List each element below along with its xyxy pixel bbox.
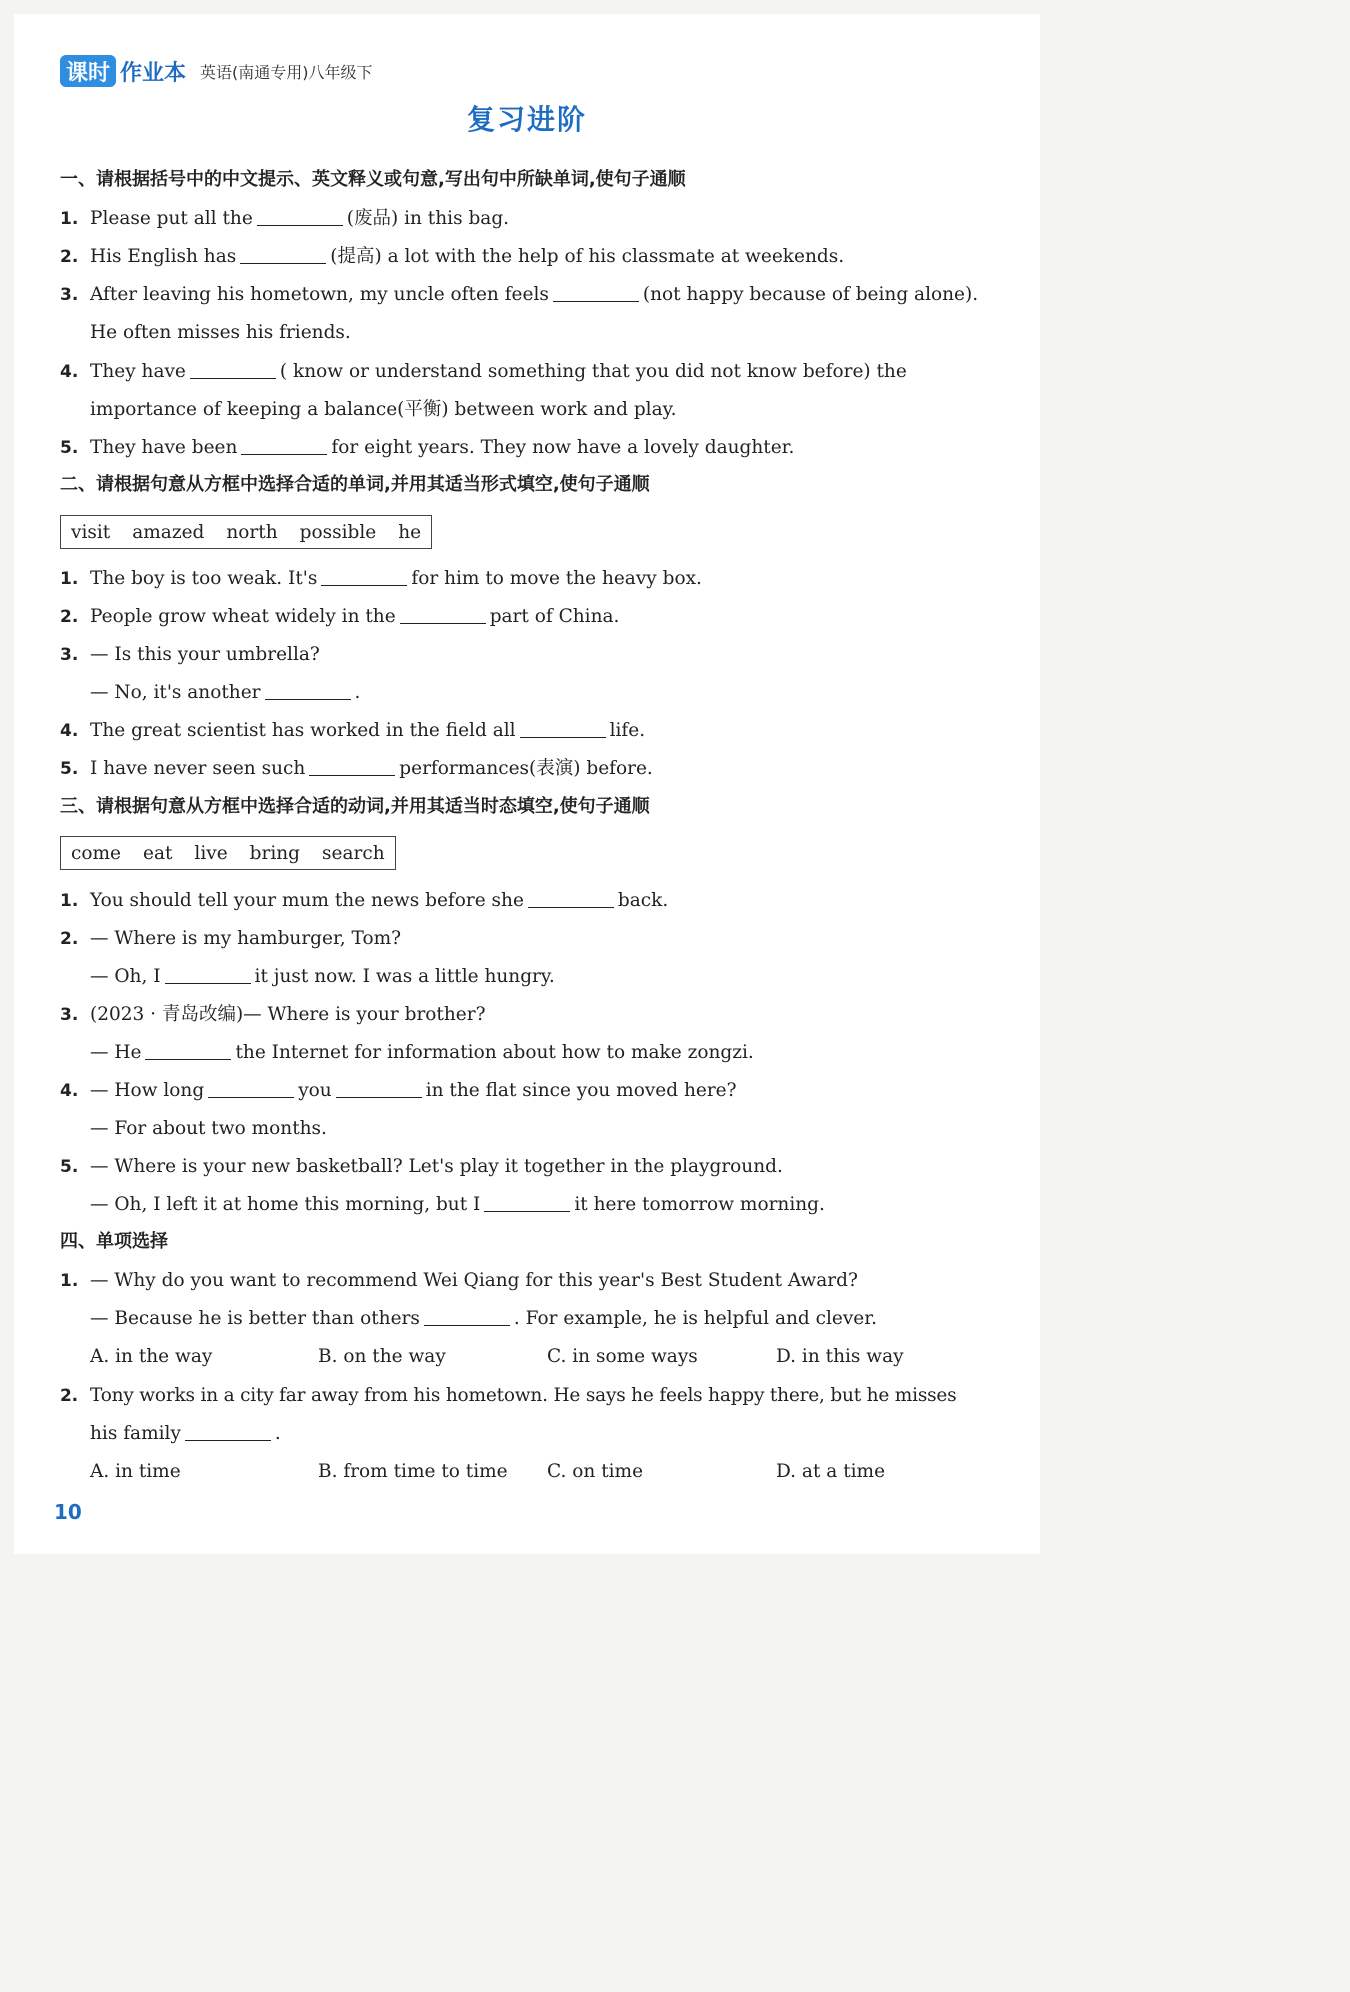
question-text: Tony works in a city far away from his hometown. He says he feels happy there, but he misses — [90, 1385, 957, 1406]
s1-q1 — [60, 206, 509, 232]
answer-blank[interactable] — [484, 1193, 570, 1212]
s4-q2 — [60, 1383, 956, 1409]
question-text: — Is this your umbrella? — [90, 644, 320, 665]
s2-q1 — [60, 566, 702, 592]
question-text: the Internet for information about how to make zongzi. — [235, 1042, 754, 1063]
question-text: (2023 · 青岛改编)— Where is your brother? — [90, 1004, 486, 1025]
word-option: amazed — [132, 521, 205, 543]
question-text: for him to move the heavy box. — [411, 568, 702, 589]
s4-q2-cont — [60, 1421, 281, 1447]
question-text: (not happy because of being alone). — [642, 284, 979, 305]
s3-q4 — [60, 1078, 737, 1104]
answer-blank[interactable] — [241, 436, 327, 455]
answer-blank[interactable] — [257, 207, 343, 226]
s2-q3-cont — [60, 680, 360, 706]
question-number: 3. — [60, 645, 79, 665]
question-text: Please put all the — [90, 208, 253, 229]
question-number: 3. — [60, 285, 79, 305]
question-text: The great scientist has worked in the field all — [90, 720, 516, 741]
answer-blank[interactable] — [424, 1307, 510, 1326]
question-text: in the flat since you moved here? — [425, 1080, 737, 1101]
s1-q3-cont: He often misses his friends. — [90, 322, 351, 343]
question-text: it here tomorrow morning. — [574, 1194, 825, 1215]
question-text: . — [354, 682, 361, 703]
answer-blank[interactable] — [185, 1422, 271, 1441]
question-text: You should tell your mum the news before she — [90, 890, 524, 911]
question-number: 3. — [60, 1005, 79, 1025]
word-option: visit — [71, 521, 111, 543]
s4-q1-cont — [60, 1306, 877, 1332]
s3-q5-cont — [60, 1192, 825, 1218]
choice-b[interactable]: B. from time to time — [318, 1461, 508, 1482]
question-text: They have — [90, 361, 186, 382]
question-text: — Why do you want to recommend Wei Qiang for this year's Best Student Award? — [90, 1270, 858, 1291]
question-text: life. — [609, 720, 646, 741]
question-text: . — [274, 1423, 281, 1444]
word-option: north — [226, 521, 278, 543]
word-box-2 — [60, 515, 432, 549]
book-logo-text: 作业本 — [120, 60, 187, 86]
question-number: 2. — [60, 607, 79, 627]
s2-q5 — [60, 756, 653, 782]
page-title: 复习进阶 — [466, 103, 587, 136]
question-text: They have been — [90, 437, 238, 458]
question-text: People grow wheat widely in the — [90, 606, 396, 627]
question-number: 2. — [60, 929, 79, 949]
choice-b[interactable]: B. on the way — [318, 1346, 446, 1367]
page-number: 10 — [54, 1500, 82, 1524]
answer-blank[interactable] — [528, 889, 614, 908]
s3-q1 — [60, 888, 668, 914]
book-logo: 课时 — [60, 55, 116, 87]
s3-q4-cont: — For about two months. — [90, 1118, 327, 1139]
question-text: — Oh, I — [90, 966, 161, 987]
question-number: 5. — [60, 759, 79, 779]
answer-blank[interactable] — [400, 605, 486, 624]
choice-d[interactable]: D. at a time — [776, 1461, 886, 1482]
answer-blank[interactable] — [265, 681, 351, 700]
question-number: 1. — [60, 891, 79, 911]
word-option: bring — [249, 842, 301, 864]
question-text: (提高) a lot with the help of his classmate at weekends. — [330, 246, 845, 267]
question-text: performances(表演) before. — [399, 758, 653, 779]
question-number: 4. — [60, 362, 79, 382]
question-number: 4. — [60, 1081, 79, 1101]
answer-blank[interactable] — [240, 245, 326, 264]
question-text: his family — [90, 1423, 181, 1444]
word-option: possible — [299, 521, 377, 543]
question-text: it just now. I was a little hungry. — [254, 966, 555, 987]
s1-q3 — [60, 282, 978, 308]
question-number: 1. — [60, 569, 79, 589]
question-number: 2. — [60, 247, 79, 267]
s2-q4 — [60, 718, 645, 744]
s3-q2 — [60, 926, 401, 952]
word-option: search — [322, 842, 385, 864]
answer-blank[interactable] — [309, 757, 395, 776]
question-text: back. — [617, 890, 669, 911]
word-option: come — [71, 842, 121, 864]
word-option: he — [398, 521, 422, 543]
question-text: — Oh, I left it at home this morning, but I — [90, 1194, 481, 1215]
s3-q3-cont — [60, 1040, 754, 1066]
s1-q4-cont: importance of keeping a balance(平衡) between work and play. — [90, 399, 677, 420]
section-heading-2: 二、请根据句意从方框中选择合适的单词,并用其适当形式填空,使句子通顺 — [60, 474, 650, 495]
choice-c[interactable]: C. on time — [547, 1461, 644, 1482]
s4-q1-options — [90, 1344, 950, 1370]
s1-q4 — [60, 359, 907, 385]
section-heading-1: 一、请根据括号中的中文提示、英文释义或句意,写出句中所缺单词,使句子通顺 — [60, 169, 686, 190]
s4-q1 — [60, 1268, 858, 1294]
word-option: eat — [143, 842, 173, 864]
choice-d[interactable]: D. in this way — [776, 1346, 904, 1367]
s4-q2-options — [90, 1459, 950, 1485]
section-heading-3: 三、请根据句意从方框中选择合适的动词,并用其适当时态填空,使句子通顺 — [60, 796, 650, 817]
question-text: for eight years. They now have a lovely daughter. — [331, 437, 795, 458]
answer-blank[interactable] — [190, 360, 276, 379]
choice-c[interactable]: C. in some ways — [547, 1346, 698, 1367]
question-text: I have never seen such — [90, 758, 306, 779]
question-text: — Where is your new basketball? Let's play it together in the playground. — [90, 1156, 783, 1177]
question-text: . For example, he is helpful and clever. — [513, 1308, 877, 1329]
s1-q5 — [60, 435, 794, 461]
question-text: ( know or understand something that you did not know before) the — [279, 361, 907, 382]
answer-blank[interactable] — [553, 283, 639, 302]
answer-blank[interactable] — [165, 965, 251, 984]
question-number: 5. — [60, 438, 79, 458]
question-text: part of China. — [489, 606, 620, 627]
question-text: His English has — [90, 246, 237, 267]
s3-q5 — [60, 1154, 783, 1180]
question-text: you — [298, 1080, 332, 1101]
question-number: 2. — [60, 1386, 78, 1406]
s3-q2-cont — [60, 964, 555, 990]
question-number: 5. — [60, 1157, 79, 1177]
question-text: — Where is my hamburger, Tom? — [90, 928, 402, 949]
question-number: 1. — [60, 1271, 79, 1291]
answer-blank[interactable] — [336, 1079, 422, 1098]
question-number: 4. — [60, 721, 79, 741]
book-header — [60, 54, 373, 88]
answer-blank[interactable] — [145, 1041, 231, 1060]
question-text: — How long — [90, 1080, 205, 1101]
choice-a[interactable]: A. in the way — [90, 1346, 213, 1367]
s3-q3 — [60, 1002, 486, 1028]
question-text: — He — [90, 1042, 142, 1063]
s1-q2 — [60, 244, 844, 270]
question-text: The boy is too weak. It's — [90, 568, 318, 589]
question-text: — Because he is better than others — [90, 1308, 420, 1329]
question-text: — No, it's another — [90, 682, 261, 703]
answer-blank[interactable] — [321, 567, 407, 586]
choice-a[interactable]: A. in time — [90, 1461, 181, 1482]
question-text: After leaving his hometown, my uncle often feels — [90, 284, 549, 305]
word-option: live — [194, 842, 228, 864]
answer-blank[interactable] — [520, 719, 606, 738]
answer-blank[interactable] — [208, 1079, 294, 1098]
word-box-3 — [60, 836, 396, 870]
s2-q2 — [60, 604, 619, 630]
s2-q3 — [60, 642, 320, 668]
book-subtitle: 英语(南通专用)八年级下 — [200, 62, 373, 82]
question-number: 1. — [60, 209, 79, 229]
section-heading-4: 四、单项选择 — [60, 1231, 168, 1252]
question-text: (废品) in this bag. — [346, 208, 510, 229]
